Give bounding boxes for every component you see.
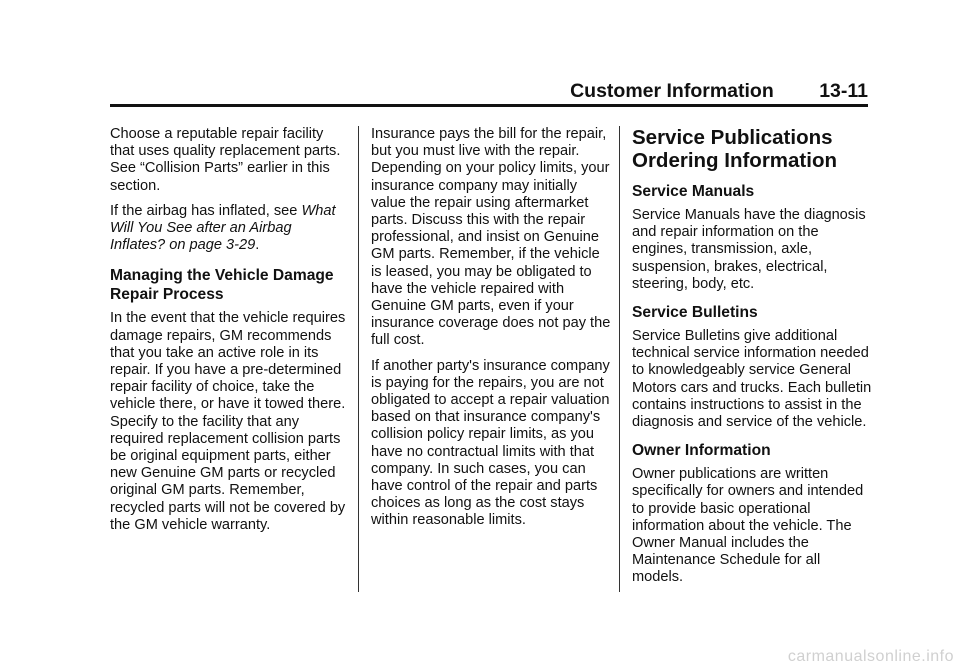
column-divider-1 — [358, 126, 359, 592]
paragraph: Service Bulletins give additional technical service information needed to knowledgeably service General Motors cars and trucks. Each bulletin contains instructions to assist in the diagnosis and service of the vehicle. — [632, 328, 872, 431]
cross-reference-link[interactable]: What Will You See after an Airbag Inflates? on page 3-29 — [110, 202, 336, 254]
subsection-heading: Service Manuals — [632, 183, 755, 200]
subsection-heading: Owner Information — [632, 442, 771, 460]
subsection-heading: Service Bulletins — [632, 304, 758, 322]
paragraph: Choose a reputable repair facility that uses quality replacement parts. See “Collision Parts” earlier in this section. — [110, 126, 341, 194]
paragraph: In the event that the vehicle requires damage repairs, GM recommends that you take an active role in its repair. If you have a pre-determined repair facility of choice, take the vehicle there, or have it towed there. Specify to the facility that any required replacement collision parts be original equipment parts, either new Genuine GM parts or recycled original GM parts. Remember, recycled parts will not be covered by the GM vehicle warranty. — [110, 310, 346, 533]
column-3 — [632, 126, 872, 595]
paragraph: Insurance pays the bill for the repair, but you must live with the repair. Depending on your policy limits, your insurance company may initially value the repair using aftermarket parts. Discuss this with the repair professional, and insist on Genuine GM parts. Remember, if the vehicle is leased, you may be obligated to have the vehicle repaired with Genuine GM parts, even if your insurance coverage does not pay the full cost. — [371, 126, 611, 349]
page-header — [110, 80, 868, 103]
page-number: 13-11 — [819, 80, 868, 102]
section-title: Customer Information — [570, 80, 774, 102]
section-heading: Managing the Vehicle Damage Repair Process — [110, 267, 334, 304]
column-1 — [110, 126, 350, 542]
header-rule — [110, 104, 868, 107]
column-divider-2 — [619, 126, 620, 592]
paragraph: If another party's insurance company is paying for the repairs, you are not obligated to accept a repair valuation based on that insurance company's collision policy repair limits, as you have no contractual limits with that company. In such cases, you can have control of the repair and parts choices as long as the cost stays within reasonable limits. — [371, 357, 610, 529]
paragraph: Service Manuals have the diagnosis and repair information on the engines, transmission, axle, suspension, brakes, electrical, steering, body, etc. — [632, 207, 866, 292]
section-heading: Service Publications Ordering Information — [632, 126, 837, 172]
paragraph: Owner publications are written specifically for owners and intended to provide basic operational information about the vehicle. The Owner Manual includes the Maintenance Schedule for all models. — [632, 466, 864, 586]
watermark: carmanualsonline.info — [787, 648, 954, 665]
airbag-reference: If the airbag has inflated, see What Will You See after an Airbag Inflates? on page 3-29. — [110, 202, 336, 254]
column-2 — [371, 126, 611, 538]
